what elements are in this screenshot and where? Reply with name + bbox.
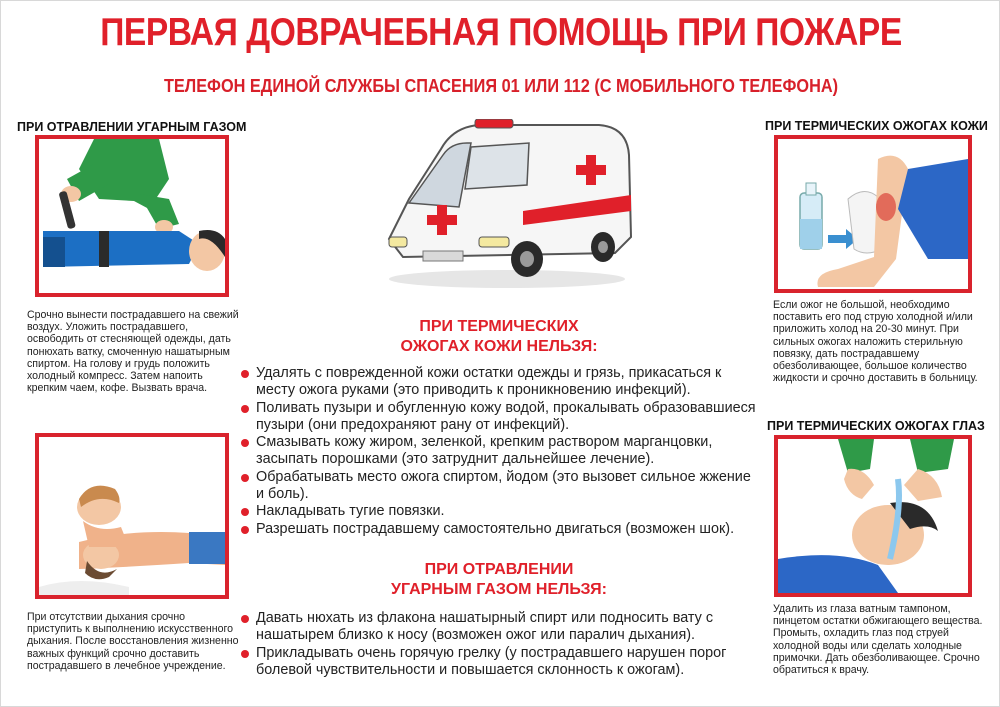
bullet-dot-icon xyxy=(241,370,249,378)
list-item: Удалять с поврежденной кожи остатки одежды и грязь, прикасаться к месту ожога руками (это приводить к проникновению инфекций). xyxy=(241,365,761,400)
co-prohibitions-list xyxy=(241,610,761,679)
eye-burns-caption: Удалить из глаза ватным тампоном, пинцетом остатки обжигающего вещества. Промыть, охладить глаз под струей холодной воды или сделать холодные примочки. Дать обезболивающее. Срочно обратиться к врачу. xyxy=(773,603,983,677)
co-title-line-2: УГАРНЫМ ГАЗОМ НЕЛЬЗЯ: xyxy=(391,581,607,598)
bullet-dot-icon xyxy=(241,526,249,534)
eye-burns-illustration xyxy=(774,435,972,597)
ambulance-icon xyxy=(379,119,637,291)
cooling-burn-image xyxy=(778,139,968,289)
burns-prohibitions-title xyxy=(379,317,619,357)
skin-burns-illustration xyxy=(774,135,972,293)
burns-prohibitions-list xyxy=(241,365,761,538)
bullet-dot-icon xyxy=(241,439,249,447)
list-item: Обрабатывать место ожога спиртом, йодом (это вызовет сильное жжение и боль). xyxy=(241,469,761,504)
rescuer-carrying-victim-image xyxy=(39,139,225,293)
skin-burns-heading: ПРИ ТЕРМИЧЕСКИХ ОЖОГАХ КОЖИ xyxy=(765,119,988,133)
co-prohibitions-title xyxy=(379,560,619,600)
skin-burns-caption: Если ожог не большой, необходимо поставить его под струю холодной и/или приложить холод на 20-30 минут. При сильных ожогах наложить стерильную повязку, дать пострадавшему обезболивающее, большое количество жидкости и срочно доставить в больницу. xyxy=(773,299,978,385)
bullet-dot-icon xyxy=(241,474,249,482)
bullet-dot-icon xyxy=(241,650,249,658)
page-subtitle: ТЕЛЕФОН ЕДИНОЙ СЛУЖБЫ СПАСЕНИЯ 01 ИЛИ 112 (С МОБИЛЬНОГО ТЕЛЕФОНА) xyxy=(163,75,839,96)
bullet-dot-icon xyxy=(241,615,249,623)
list-item: Накладывать тугие повязки. xyxy=(241,503,761,520)
list-item: Смазывать кожу жиром, зеленкой, крепким раствором марганцовки, засыпать порошками (это затруднит дальнейшее лечение). xyxy=(241,434,761,469)
bullet-dot-icon xyxy=(241,508,249,516)
list-item: Поливать пузыри и обугленную кожу водой, прокалывать образовавшиеся пузыри (они предохраняют рану от инфекций). xyxy=(241,400,761,435)
cpr-illustration xyxy=(35,433,229,599)
list-item: Разрешать пострадавшему самостоятельно двигаться (возможен шок). xyxy=(241,521,761,538)
eye-burns-heading: ПРИ ТЕРМИЧЕСКИХ ОЖОГАХ ГЛАЗ xyxy=(767,419,985,433)
burns-title-line-2: ОЖОГАХ КОЖИ НЕЛЬЗЯ: xyxy=(400,338,598,355)
burns-title-line-1: ПРИ ТЕРМИЧЕСКИХ xyxy=(419,318,579,335)
cpr-caption: При отсутствии дыхания срочно приступить к выполнению искусственного дыхания. После восстановления жизненно важных функций срочно доставить пострадавшего в лечебное учреждение. xyxy=(27,611,239,672)
artificial-respiration-image xyxy=(39,437,225,595)
list-item: Давать нюхать из флакона нашатырный спирт или подносить вату с нашатырем близко к носу (возможен ожог или паралич дыхания). xyxy=(241,610,761,645)
co-title-line-1: ПРИ ОТРАВЛЕНИИ xyxy=(424,561,574,578)
list-item: Прикладывать очень горячую грелку (у пострадавшего нарушен порог болевой чувствительности и повышается склонность к ожогам). xyxy=(241,645,761,680)
bullet-dot-icon xyxy=(241,405,249,413)
co-poisoning-heading: ПРИ ОТРАВЛЕНИИ УГАРНЫМ ГАЗОМ xyxy=(17,120,247,134)
eye-washing-image xyxy=(778,439,968,593)
co-poisoning-illustration xyxy=(35,135,229,297)
page-title: ПЕРВАЯ ДОВРАЧЕБНАЯ ПОМОЩЬ ПРИ ПОЖАРЕ xyxy=(100,11,902,54)
co-poisoning-caption: Срочно вынести пострадавшего на свежий воздух. Уложить пострадавшего, освободить от стесняющей одежды, дать понюхать ватку, смоченную нашатырным спиртом. На голову и грудь положить холодный компресс. Затем напоить крепким чаем, кофе. Вызвать врача. xyxy=(27,309,239,395)
